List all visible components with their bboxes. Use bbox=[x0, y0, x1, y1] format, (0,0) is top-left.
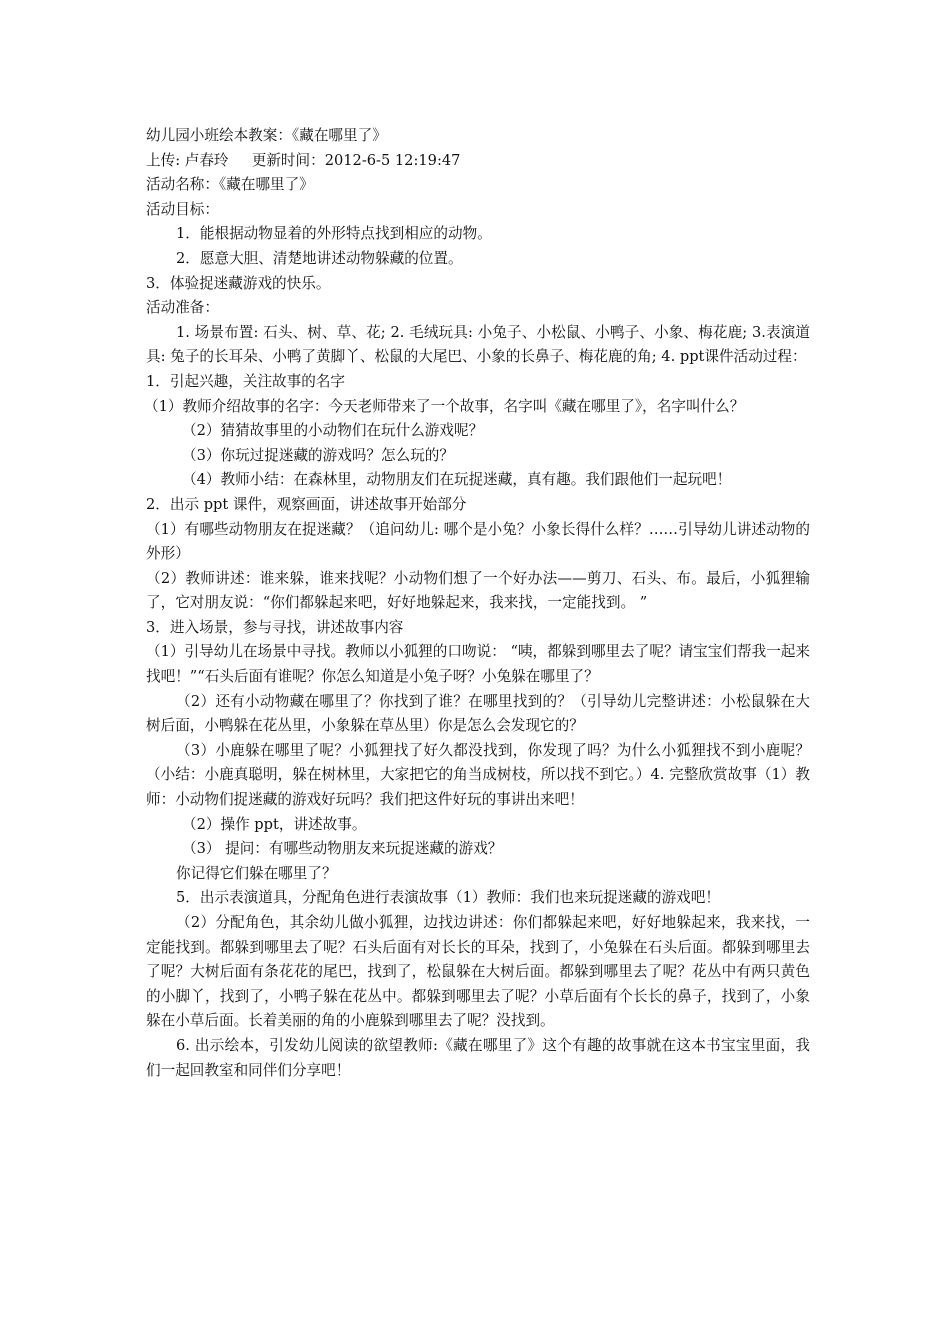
document-page bbox=[146, 124, 810, 1083]
step-heading: 1．引起兴趣，关注故事的名字 bbox=[146, 372, 346, 390]
step-item: （2）操作 ppt，讲述故事。 bbox=[182, 815, 367, 833]
step-heading: 3．进入场景，参与寻找，讲述故事内容 bbox=[146, 618, 404, 636]
step-heading: 2．出示 ppt 课件，观察画面，讲述故事开始部分 bbox=[146, 495, 467, 513]
goal-item: 2．愿意大胆、清楚地讲述动物躲藏的位置。 bbox=[176, 249, 463, 267]
prep-body: 1. 场景布置: 石头、树、草、花; 2. 毛绒玩具: 小兔子、小松鼠、小鸭子、小象、梅花鹿; 3.表演道具: 兔子的长耳朵、小鸭了黄脚丫、松鼠的大尾巴、小象的长鼻子、梅花鹿的角; 4. ppt课件活动过程： bbox=[146, 323, 810, 366]
step-item: （2）猜猜故事里的小动物们在玩什么游戏呢？ bbox=[182, 422, 484, 440]
step-item: （3） 提问：有哪些动物朋友来玩捉迷藏的游戏？ bbox=[182, 840, 503, 858]
prep-heading: 活动准备： bbox=[146, 299, 219, 317]
step-item: 你记得它们躲在哪里了？ bbox=[176, 864, 337, 882]
step-item: （1）教师介绍故事的名字：今天老师带来了一个故事，名字叫《藏在哪里了》，名字叫什么？ bbox=[144, 397, 745, 415]
goals-heading: 活动目标： bbox=[146, 200, 219, 218]
step-item: （2）分配角色，其余幼儿做小狐狸，边找边讲述：你们都躲起来吧，好好地躲起来，我来找，一定能找到。都躲到哪里去了呢？石头后面有对长长的耳朵，找到了，小兔躲在石头后面。都躲到哪里去了呢？大树后面有条花花的尾巴，找到了，松鼠躲在大树后面。都躲到哪里去了呢？花丛中有两只黄色的小脚丫，找到了，小鸭子躲在花丛中。都躲到哪里去了呢？小草后面有个长长的鼻子，找到了，小象躲在小草后面。长着美丽的角的小鹿躲到哪里去了呢？没找到。 bbox=[146, 914, 810, 1030]
step-item: （2）教师讲述：谁来躲，谁来找呢？小动物们想了一个好办法——剪刀、石头、布。最后，小狐狸输了，它对朋友说：“你们都躲起来吧，好好地躲起来，我来找，一定能找到。 ” bbox=[146, 569, 810, 612]
document-title: 幼儿园小班绘本教案：《藏在哪里了》 bbox=[146, 127, 387, 144]
step-item: （3）小鹿躲在哪里了呢？小狐狸找了好久都没找到，你发现了吗？为什么小狐狸找不到小鹿呢？（小结：小鹿真聪明，躲在树林里，大家把它的角当成树枝，所以找不到它。）4. 完整欣赏故事（1）教师：小动物们捉迷藏的游戏好玩吗？我们把这件好玩的事讲出来吧！ bbox=[146, 741, 810, 809]
step-item: 5．出示表演道具，分配角色进行表演故事（1）教师：我们也来玩捉迷藏的游戏吧！ bbox=[176, 889, 720, 907]
step-item: （1）有哪些动物朋友在捉迷藏？（追问幼儿: 哪个是小兔？小象长得什么样？……引导幼儿讲述动物的外形） bbox=[146, 520, 810, 563]
upload-meta: 上传: 卢春玲 更新时间：2012-6-5 12:19:47 bbox=[146, 151, 461, 169]
step-item: （2）还有小动物藏在哪里了？你找到了谁？在哪里找到的？（引导幼儿完整讲述：小松鼠躲在大树后面，小鸭躲在花丛里，小象躲在草丛里）你是怎么会发现它的？ bbox=[146, 692, 810, 735]
step-item: （3）你玩过捉迷藏的游戏吗？怎么玩的？ bbox=[182, 446, 454, 464]
goal-item: 1．能根据动物显着的外形特点找到相应的动物。 bbox=[176, 225, 492, 243]
step-item: （1）引导幼儿在场景中寻找。教师以小狐狸的口吻说： “咦，都躲到哪里去了呢？请宝宝们帮我一起来找吧！”“石头后面有谁呢？你怎么知道是小兔子呀？小兔躲在哪里了？ bbox=[146, 643, 810, 686]
step-item: 6. 出示绘本，引发幼儿阅读的欲望教师:《藏在哪里了》这个有趣的故事就在这本书宝宝里面，我们一起回教室和同伴们分享吧！ bbox=[146, 1036, 810, 1079]
step-item: （4）教师小结：在森林里，动物朋友们在玩捉迷藏，真有趣。我们跟他们一起玩吧！ bbox=[182, 471, 732, 489]
activity-name: 活动名称：《藏在哪里了》 bbox=[146, 176, 314, 194]
goal-item: 3．体验捉迷藏游戏的快乐。 bbox=[146, 274, 331, 292]
